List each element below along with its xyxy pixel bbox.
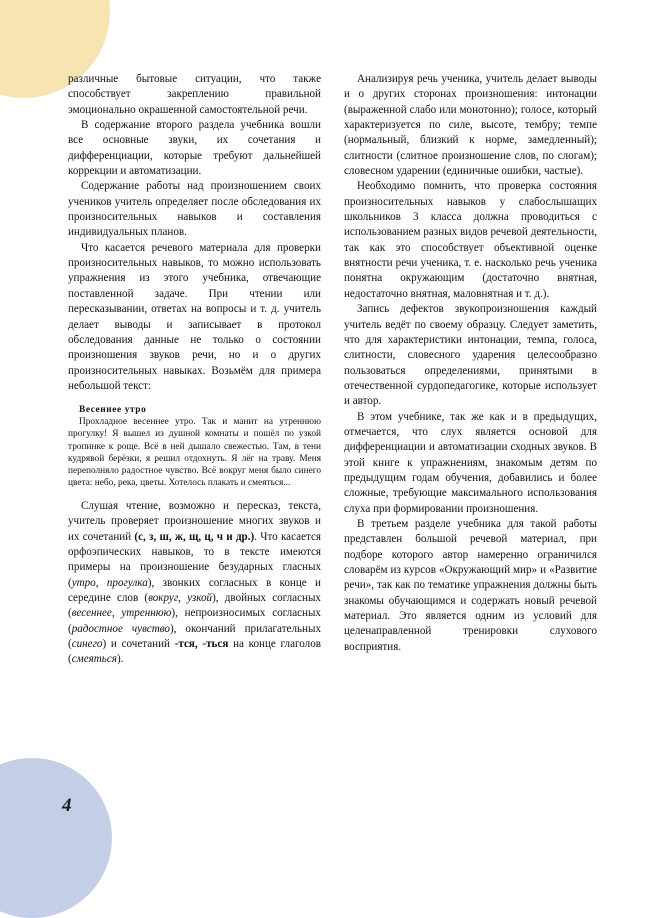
text-column-left <box>68 72 321 668</box>
example-word-italic: смеяться <box>71 653 117 666</box>
page-number: 4 <box>62 795 72 816</box>
paragraph-text: на конце глаголов ( <box>68 637 321 666</box>
paragraph: В третьем разделе учебника для такой работы представлен большой речевой материал, при подборе которого автор намеренно ограничился словарём из курсов «Окружающий мир» и «Развитие речи», так как по тематике упражнения должны быть знакомы обучающимся и содержать новый речевой материал. Это является одним из условий для целенаправленной тренировки слухового восприятия. <box>344 517 597 653</box>
example-word-italic: радостное чувство <box>71 622 170 635</box>
paragraph: Что касается речевого материала для проверки произносительных навыков, то можно использовать упражнения из этого учебника, отвечающие поставленной задаче. При чтении или пересказывании, ответах на вопросы и т. д. учитель делает выводы и записывает в протокол обследования данные не только о состоянии произношения звуков речи, но и о других произносительных навыках. Возьмём для примера небольшой текст: <box>68 241 321 392</box>
paragraph: Запись дефектов звукопроизношения каждый учитель ведёт по своему образцу. Следует заметить, что для характеристики интонации, темпа, голоса, слитности, словесного ударения целесообразно пользоваться определениями, принятыми в отечественной сурдопедагогике, которые использует и автор. <box>344 303 597 408</box>
paragraph: В содержание второго раздела учебника вошли все основные звуки, их сочетания и дифференциации, которые требуют дальнейшей коррекции и автоматизации. <box>68 119 321 178</box>
paragraph-text: ). <box>116 653 124 666</box>
paragraph: Содержание работы над произношением своих учеников учитель определяет после обследования их произносительных навыков и составления индивидуальных планов. <box>68 180 321 239</box>
sample-text-title: Весеннее утро <box>79 405 147 416</box>
paragraph-text: . Что касается орфоэпических навыков, то в тексте имеются примеры на произношение безударных гласных ( <box>68 530 322 589</box>
sample-text-body: Прохладное весеннее утро. Так и манит на утреннюю прогулку! Я вышел из душной комнаты и пошёл по узкой тропинке к роще. Всё в ней дышало свежестью. Там, в тени кудрявой берёзки, я решил отдохнуть. Я лёг на траву. Меня переполняло радостное чувство. Всё вокруг меня было синего цвета: небо, река, цветы. Хотелось плакать и смеяться... <box>68 417 321 488</box>
paragraph: Анализируя речь ученика, учитель делает выводы и о других сторонах произношения: интонации (выраженной слабо или монотонно); голосе, который характеризуется по силе, высоте, тембру; темпе (нормальный, близкий к норме, замедленный); слитности (слитное произношение слов, по слогам); словесном ударении (единичные ошибки, частые). <box>344 73 597 178</box>
example-word-italic: утро, прогулка <box>71 576 148 589</box>
sample-text-block <box>68 404 321 489</box>
example-letters-bold: (с, з, ш, ж, щ, ц, ч и др.) <box>134 530 255 543</box>
example-word-italic: синего <box>71 637 103 650</box>
text-column-right <box>344 72 597 655</box>
paragraph-text: ), звонких согласных в конце и середине слов ( <box>68 576 321 604</box>
paragraph-text: ), окончаний прилагательных ( <box>68 622 321 650</box>
paragraph-text: Слушая чтение, возможно и пересказ, текста, учитель проверяет произношение многих звуков и их сочетаний <box>68 499 321 543</box>
paragraph-with-examples <box>68 499 321 668</box>
paragraph: различные бытовые ситуации, что также способствует закреплению правильной эмоционально окрашенной самостоятельной речи. <box>68 73 321 116</box>
example-word-italic: весеннее, утреннюю <box>71 607 172 620</box>
paragraph-text: ), двойных согласных ( <box>68 591 321 620</box>
paragraph-text: ), непроизносимых согласных ( <box>68 607 321 635</box>
paragraph: Необходимо помнить, что проверка состояния произносительных навыков у слабослышащих школьников 3 класса должна проводиться с использованием разных видов речевой деятельности, так как это способствует объективной оценке внятности речи ученика, т. е. насколько речь ученика понятна окружающим (достаточно внятная, недостаточно внятная, маловнятная и т. д.). <box>344 180 597 300</box>
example-letters-bold: -тся, -ться <box>174 637 229 650</box>
paragraph-text: ) и сочетаний <box>102 637 175 650</box>
paragraph: В этом учебнике, так же как и в предыдущих, отмечается, что слух является основой для дифференциации и автоматизации сходных звуков. В этой книге к упражнениям, знакомым детям по предыдущим годам обучения, добавились и более сложные, требующие максимального использования слуха при формировании произношения. <box>344 410 597 515</box>
example-word-italic: вокруг, узкой <box>148 591 213 604</box>
